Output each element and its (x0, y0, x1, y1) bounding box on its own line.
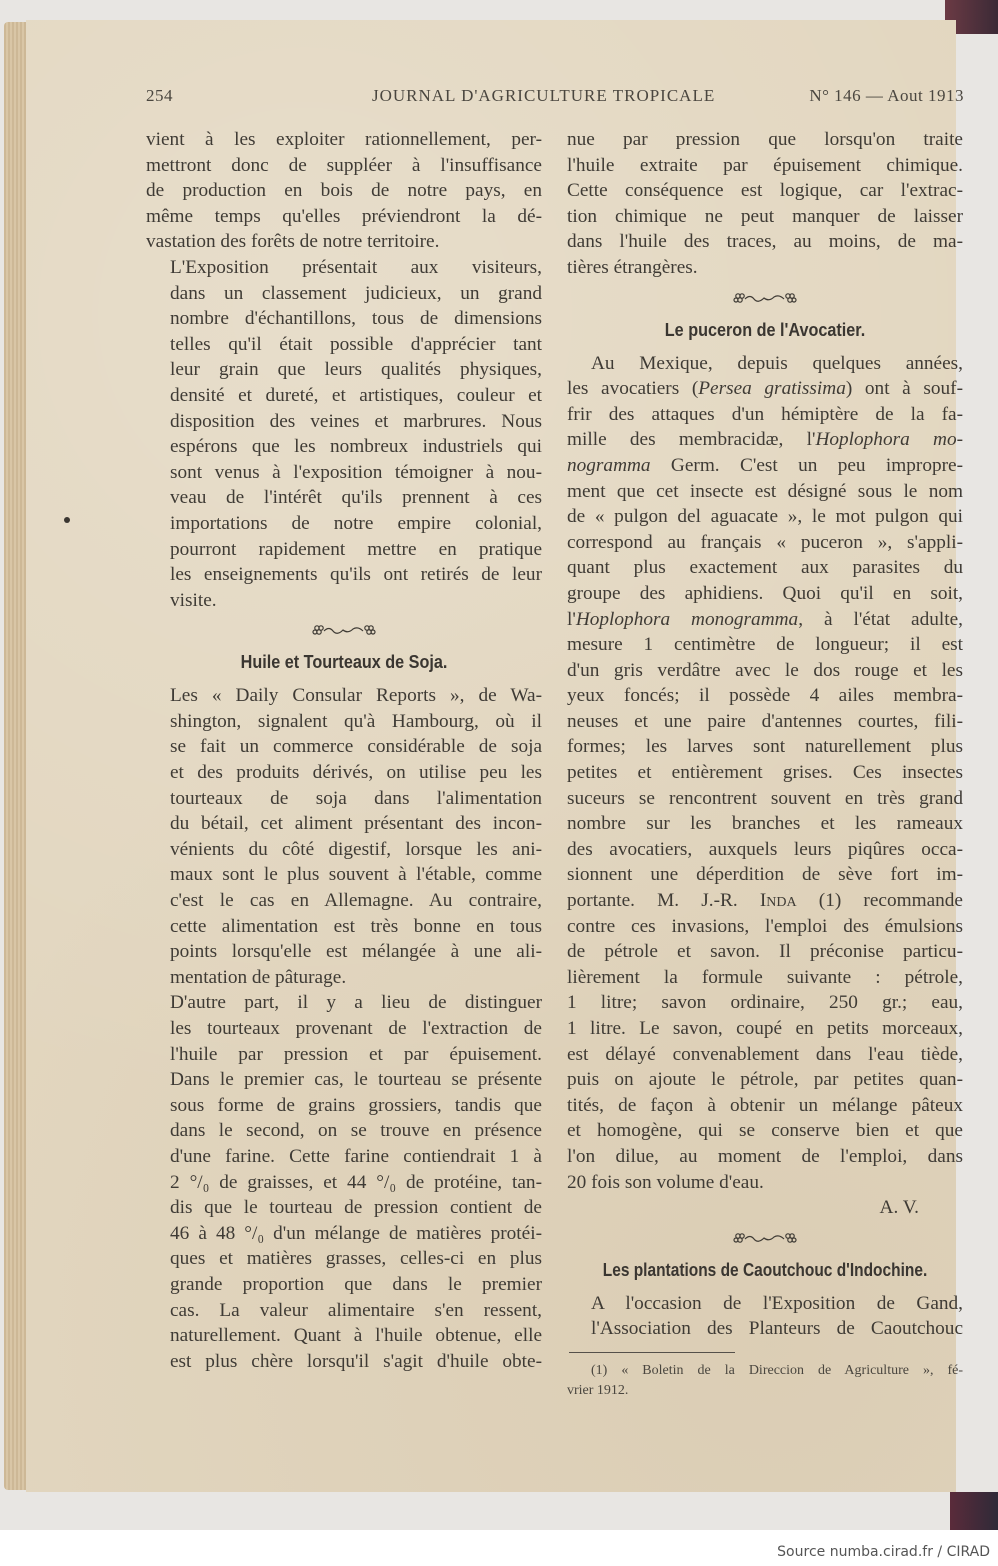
text-line: cette alimentation est très bonne en tous (170, 915, 542, 937)
text-line: Les « Daily Consular Reports », de Wa- (170, 685, 542, 707)
species-name: Hoplophora mo- (815, 429, 964, 451)
text-line: puis on ajoute le pétrole, par petites quan- (567, 1069, 963, 1091)
text-line: correspond au français « puceron », s'appli- (567, 531, 963, 553)
text-line: c'est le cas en Allemagne. Au contraire, (170, 890, 542, 912)
text-line: d'une farine. Cette farine contiendrait 1 à (170, 1145, 542, 1167)
book-binding-bottom (950, 1492, 998, 1530)
text-line: dis que le tourteau de pression contient de (170, 1197, 542, 1219)
text-line: 46 à 48 °/₀ d'un mélange de matières protéi- (170, 1222, 542, 1244)
text-line: dans un classement judicieux, un grand (170, 282, 542, 304)
text-line: ques et matières grasses, celles-ci en plus (170, 1248, 542, 1270)
text-line: est plus chère lorsqu'il s'agit d'huile obte- (170, 1350, 542, 1372)
text-line: grande proportion que dans le premier (170, 1273, 542, 1295)
text-line: de production en bois de notre pays, en (146, 180, 542, 202)
species-name: Hoplophora monogramma (575, 608, 799, 630)
text-line: même temps qu'elles préviendront la dé- (146, 205, 542, 227)
paragraph-soja-1 (146, 683, 542, 990)
text-line: mettront donc de suppléer à l'insuffisance (146, 154, 542, 176)
text-run: les avocatiers ( (567, 378, 699, 400)
text-line (567, 427, 963, 453)
ornament-divider (146, 613, 542, 647)
text-line: est délayé convenablement dans l'eau tiède, (567, 1043, 963, 1065)
text-line: nombre sur les branches et les rameaux (567, 813, 963, 835)
text-line: du bétail, cet aliment présentant des incon- (170, 813, 542, 835)
text-line: l'huile par pression et par épuisement. (170, 1043, 542, 1065)
journal-title: JOURNAL D'AGRICULTURE TROPICALE (372, 86, 716, 105)
text-line (567, 453, 963, 479)
text-line: frir des attaques d'un hémiptère de la fa- (567, 403, 963, 425)
text-line: neuses et une paire d'antennes courtes, fili- (567, 710, 963, 732)
text-line: groupe des aphidiens. Quoi qu'il en soit, (567, 582, 963, 604)
footnote (567, 1361, 963, 1401)
text-line: disposition des veines et marbrures. Nous (170, 410, 542, 432)
text-line: tités, de façon à obtenir un mélange pâteux (567, 1094, 963, 1116)
text-line: importations de notre empire colonial, (170, 512, 542, 534)
text-line: l'Association des Planteurs de Caoutchouc (591, 1318, 963, 1340)
text-line: veau de l'intérêt qu'ils prennent à ces (170, 487, 542, 509)
text-line: se fait un commerce considérable de soja (170, 736, 542, 758)
text-run: l' (567, 608, 576, 630)
text-line: nombre d'échantillons, tous de dimensions (170, 308, 542, 330)
ornament-divider (567, 281, 963, 315)
article-heading-soja: Huile et Tourteaux de Soja. (240, 652, 448, 673)
fleuron-icon (732, 291, 798, 305)
text-line: et des produits dérivés, on utilise peu les (170, 762, 542, 784)
paragraph-continuation (146, 127, 542, 255)
text-line: Dans le premier cas, le tourteau se présente (170, 1069, 542, 1091)
text-line: Cette conséquence est logique, car l'extrac- (567, 180, 963, 202)
text-line: pourront rapidement mettre en pratique (170, 538, 542, 560)
text-line: yeux foncés; il possède 4 ailes membra- (567, 685, 963, 707)
text-line: cas. La valeur alimentaire s'en ressent, (170, 1299, 542, 1321)
fleuron-icon (732, 1231, 798, 1245)
text-line: sous forme de grains grossiers, tandis que (170, 1094, 542, 1116)
issue-number: N° 146 — Aout 1913 (809, 86, 964, 105)
right-column (567, 127, 963, 1401)
ornament-divider (567, 1221, 963, 1255)
text-line: sionnent une déperdition de sève fort im- (567, 864, 963, 886)
text-line: (1) « Boletin de la Direccion de Agriculture », fé- (591, 1362, 963, 1378)
text-line: tourteaux de soja dans l'alimentation (170, 787, 542, 809)
text-line: telles qu'il était possible d'apprécier tant (170, 333, 542, 355)
text-line: les tourteaux provenant de l'extraction de (170, 1018, 542, 1039)
text-line: nue par pression que lorsqu'on traite (567, 129, 963, 150)
left-column (146, 127, 542, 1374)
text-line: de pétrole et savon. Il préconise particu- (567, 941, 963, 963)
text-line: espérons que les nombreux industriels qui (170, 436, 542, 458)
footnote-rule (569, 1352, 735, 1353)
text-line: mentation de pâturage. (170, 966, 347, 988)
article-heading-avocatier: Le puceron de l'Avocatier. (664, 319, 866, 340)
page-number: 254 (146, 86, 173, 105)
text-line: tion chimique ne peut manquer de laisser (567, 205, 963, 227)
text-run: Germ. C'est un peu impropre- (650, 454, 963, 476)
text-line: dans l'huile des traces, au moins, de ma- (567, 231, 963, 253)
text-line: densité et dureté, et artistiques, couleur et (170, 384, 542, 406)
text-line: sont venus à l'exposition témoigner à nou- (170, 461, 542, 483)
text-run: ) ont à souf- (845, 378, 963, 400)
text-line: vrier 1912. (567, 1382, 629, 1398)
text-line (567, 376, 963, 402)
author-name: Inda (759, 890, 797, 912)
species-name: nogramma (567, 454, 651, 476)
article-signature: A. V. (879, 1197, 919, 1219)
footnote-ref[interactable]: (1) recommande (796, 890, 963, 912)
margin-mark (64, 517, 70, 523)
paragraph-soja-2 (146, 990, 542, 1374)
text-line (567, 888, 963, 914)
text-run: portante. M. J.-R. (567, 890, 760, 912)
text-line: visite. (170, 589, 217, 611)
text-line: tières étrangères. (567, 256, 698, 278)
text-line: 20 fois son volume d'eau. (567, 1171, 764, 1193)
text-line: contre ces invasions, l'emploi des émulsions (567, 915, 963, 937)
text-line: les enseignements qu'ils ont retirés de leur (170, 564, 542, 586)
text-line: suceurs se rencontrent souvent en très grand (567, 787, 963, 809)
running-header (146, 86, 964, 108)
text-line: mesure 1 centimètre de longueur; il est (567, 634, 963, 656)
text-line: ment que cet insecte est désigné sous le nom (567, 480, 963, 502)
text-line (567, 607, 963, 633)
text-line: 1 litre; savon ordinaire, 250 gr.; eau, (567, 992, 963, 1014)
paragraph-exposition (146, 255, 542, 613)
text-line: 2 °/₀ de graisses, et 44 °/₀ de protéine, tan- (170, 1171, 542, 1193)
text-run: mille des membracidæ, l' (567, 429, 816, 451)
text-line: leur grain que leurs qualités physiques, (170, 359, 542, 381)
text-line: shington, signalent qu'à Hambourg, où il (170, 710, 542, 732)
text-line: quant plus exactement aux parasites du (567, 557, 963, 579)
text-line: l'on dilue, au moment de l'emploi, dans (567, 1145, 963, 1167)
text-line: des avocatiers, auxquels leurs piqûres occa- (567, 838, 963, 860)
text-line: 1 litre. Le savon, coupé en petits morceaux, (567, 1018, 963, 1039)
fleuron-icon (311, 623, 377, 637)
text-line: vénients du côté digestif, lorsque les ani- (170, 838, 542, 860)
text-line: vastation des forêts de notre territoire. (146, 231, 440, 253)
text-line: de « pulgon del aguacate », le mot pulgon qui (567, 506, 963, 528)
paragraph-avocatier (567, 351, 963, 1196)
text-line: dans le second, on se trouve en présence (170, 1120, 542, 1142)
text-line: Au Mexique, depuis quelques années, (591, 352, 963, 374)
paragraph-caoutchouc (567, 1291, 963, 1342)
source-caption: Source numba.cirad.fr / CIRAD (777, 1544, 990, 1560)
text-line: D'autre part, il y a lieu de distinguer (170, 992, 542, 1014)
text-line: maux sont le plus souvent à l'étable, comme (170, 864, 542, 886)
paragraph-soja-end (567, 127, 963, 281)
article-heading-caoutchouc: Les plantations de Caoutchouc d'Indochine. (602, 1259, 928, 1280)
text-run: , à l'état adulte, (798, 608, 963, 630)
species-name: Persea gratissima (698, 378, 846, 400)
text-line: naturellement. Quant à l'huile obtenue, elle (170, 1325, 542, 1347)
text-line: formes; les larves sont naturellement plus (567, 736, 963, 758)
text-line: d'un gris verdâtre avec le dos rouge et les (567, 659, 963, 681)
text-line: L'Exposition présentait aux visiteurs, (170, 256, 542, 278)
text-line: petites et entièrement grises. Ces insectes (567, 762, 963, 784)
text-line: et homogène, qui se conserve bien et que (567, 1120, 963, 1142)
text-line: lièrement la formule suivante : pétrole, (567, 966, 963, 988)
text-line: l'huile extraite par épuisement chimique. (567, 154, 963, 176)
text-line: points lorsqu'elle est mélangée à une ali- (170, 941, 542, 963)
text-line: A l'occasion de l'Exposition de Gand, (591, 1292, 963, 1314)
text-line: vient à les exploiter rationnellement, per- (146, 129, 542, 150)
